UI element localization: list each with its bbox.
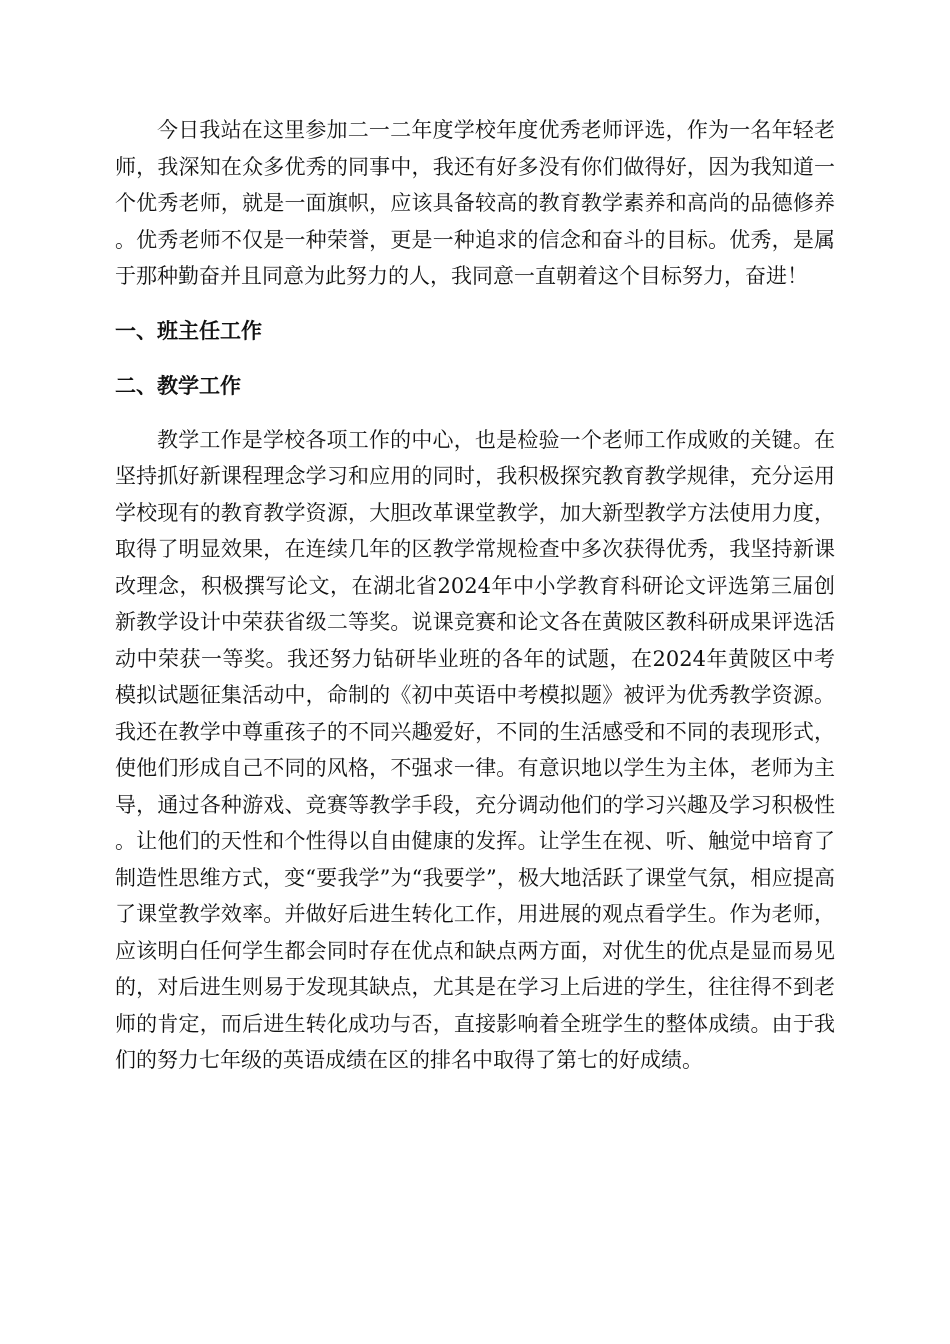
teaching-paragraph: 教学工作是学校各项工作的中心，也是检验一个老师工作成败的关键。在坚持抓好新课程理念学习和应用的同时，我积极探究教育教学规律，充分运用学校现有的教育教学资源，大胆改革课堂教学，加大新型教学方法使用力度，取得了明显效果，在连续几年的区教学常规检查中多次获得优秀，我坚持新课改理念，积极撰写论文，在湖北省2024年中小学教育科研论文评选第三届创新教学设计中荣获省级二等奖。说课竞赛和论文各在黄陂区教科研成果评选活动中荣获一等奖。我还努力钻研毕业班的各年的试题，在2024年黄陂区中考模拟试题征集活动中，命制的《初中英语中考模拟题》被评为优秀教学资源。我还在教学中尊重孩子的不同兴趣爱好，不同的生活感受和不同的表现形式，使他们形成自己不同的风格，不强求一律。有意识地以学生为主体，老师为主导，通过各种游戏、竞赛等教学手段，充分调动他们的学习兴趣及学习积极性。让他们的天性和个性得以自由健康的发挥。让学生在视、听、触觉中培育了制造性思维方式，变“要我学”为“我要学”，极大地活跃了课堂气氛，相应提高了课堂教学效率。并做好后进生转化工作，用进展的观点看学生。作为老师，应该明白任何学生都会同时存在优点和缺点两方面，对优生的优点是显而易见的，对后进生则易于发现其缺点，尤其是在学习上后进的学生，往往得不到老师的肯定，而后进生转化成功与否，直接影响着全班学生的整体成绩。由于我们的努力七年级的英语成绩在区的排名中取得了第七的好成绩。 [115,427,835,1072]
section-heading-teaching: 二、教学工作 [115,373,241,398]
document-page [115,112,835,1079]
intro-paragraph: 今日我站在这里参加二一二年度学校年度优秀老师评选，作为一名年轻老师，我深知在众多优秀的同事中，我还有好多没有你们做得好，因为我知道一个优秀老师，就是一面旗帜，应该具备较高的教育教学素养和高尚的品德修养。优秀老师不仅是一种荣誉，更是一种追求的信念和奋斗的目标。优秀，是属于那种勤奋并且同意为此努力的人，我同意一直朝着这个目标努力，奋进！ [115,118,835,288]
section-heading-homeroom: 一、班主任工作 [115,318,262,343]
